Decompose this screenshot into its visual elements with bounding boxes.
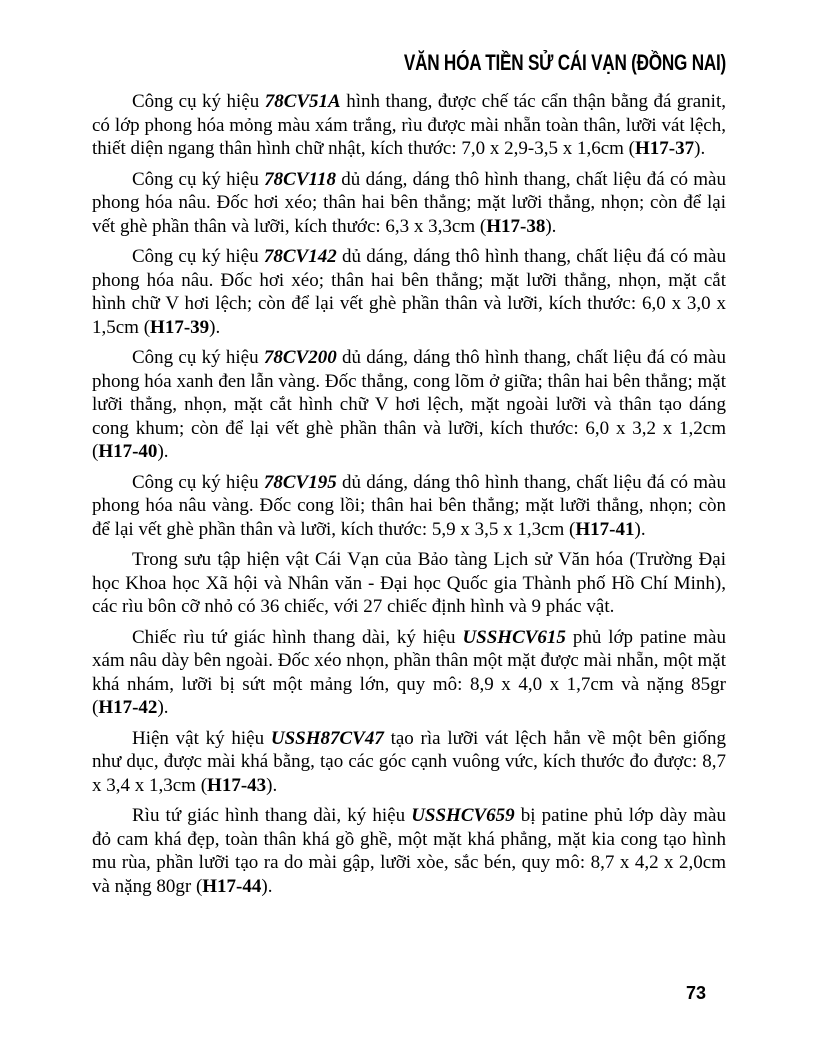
body-text: Công cụ ký hiệu xyxy=(132,471,264,493)
body-text: phủ lớp patine màu xám nâu dày bên ngoài. Đốc xéo nhọn, phần thân một mặt được mài nhẵn, một mặt khá nhám, lưỡi bị sứt một mảng lớn, quy mô: 8,9 x 4,0 x 1,7cm và nặng 85gr ( xyxy=(92,626,727,718)
body-text: tạo rìa lưỡi vát lệch hẳn về một bên giống như dục, được mài khá bằng, tạo các góc cạnh vuông vức, kích thước đo được: 8,7 x 3,4 x 1,3cm ( xyxy=(92,727,726,796)
figure-reference: H17-37 xyxy=(635,138,695,159)
paragraph xyxy=(92,346,726,464)
body-text: hình thang, được chế tác cẩn thận bằng đá granit, có lớp phong hóa mỏng màu xám trắng, rìu được mài nhẵn toàn thân, lưỡi vát lệch, thiết diện ngang thân hình chữ nhật, kích thước: 7,0 x 2,9-3,5 x 1,6cm ( xyxy=(92,91,726,159)
figure-reference: H17-42 xyxy=(98,697,158,718)
paragraph xyxy=(92,727,726,798)
body-text: ). xyxy=(634,518,646,540)
body-text: dủ dáng, dáng thô hình thang, chất liệu đá có màu phong hóa nâu. Đốc hơi xéo; thân hai bên thẳng; mặt lưỡi thẳng, nhọn, mặt cắt hình chữ V hơi lệch; còn để lại vết ghè phần thân và lưỡi, kích thước: 6,0 x 3,0 x 1,5cm ( xyxy=(92,246,726,338)
body-text: Hiện vật ký hiệu xyxy=(132,727,271,749)
page-number: 73 xyxy=(685,983,706,1003)
body-text: dủ dáng, dáng thô hình thang, chất liệu đá có màu phong hóa nâu vàng. Đốc cong lồi; thân hai bên thẳng; mặt lưỡi thẳng, nhọn; còn để lại vết ghè phần thân và lưỡi, kích thước: 5,9 x 3,5 x 1,3cm ( xyxy=(92,471,726,540)
body-text: ). xyxy=(694,138,706,159)
artifact-code: 78CV118 xyxy=(264,168,336,190)
paragraph xyxy=(92,471,726,542)
figure-reference: H17-39 xyxy=(150,316,210,338)
paragraph xyxy=(92,168,726,239)
artifact-code: 78CV200 xyxy=(263,347,337,368)
figure-reference: H17-41 xyxy=(575,518,635,540)
body-text: ). xyxy=(266,774,278,796)
body-text: bị patine phủ lớp dày màu đỏ cam khá đẹp, toàn thân khá gồ ghề, một mặt khá phẳng, mặt kia cong tạo hình mu rùa, phần lưỡi tạo ra do mài gập, lưỡi xòe, sắc bén, quy mô: 8,7 x 4,2 x 2,0cm và nặng 80gr ( xyxy=(92,805,726,897)
figure-reference: H17-38 xyxy=(486,215,546,237)
body-text: ). xyxy=(209,316,221,338)
body-text: dủ dáng, dáng thô hình thang, chất liệu đá có màu phong hóa nâu. Đốc hơi xéo; thân hai bên thẳng; mặt lưỡi thẳng, nhọn; còn để lại vết ghè phần thân và lưỡi, kích thước: 6,3 x 3,3cm ( xyxy=(92,168,726,237)
figure-reference: H17-43 xyxy=(207,774,267,796)
body-text: Công cụ ký hiệu xyxy=(132,168,265,190)
artifact-code: 78CV142 xyxy=(263,246,337,267)
artifact-code: 78CV195 xyxy=(263,471,337,493)
artifact-code: USSHCV659 xyxy=(411,805,515,826)
body-text: Rìu tứ giác hình thang dài, ký hiệu xyxy=(132,805,412,826)
figure-reference: H17-44 xyxy=(202,875,262,897)
body-text: Trong sưu tập hiện vật Cái Vạn của Bảo tàng Lịch sử Văn hóa (Trường Đại học Khoa học Xã hội và Nhân văn - Đại học Quốc gia Thành phố Hồ Chí Minh), các rìu bôn cỡ nhỏ có 36 chiếc, với 27 chiếc định hình và 9 phác vật. xyxy=(92,549,726,617)
body-text: ). xyxy=(261,875,273,897)
artifact-code: USSHCV615 xyxy=(462,626,566,648)
body-text: Công cụ ký hiệu xyxy=(132,347,264,368)
body-text: dủ dáng, dáng thô hình thang, chất liệu đá có màu phong hóa xanh đen lẫn vàng. Đốc thẳng, cong lõm ở giữa; thân hai bên thẳng; mặt lưỡi thẳng, nhọn, mặt cắt hình chữ V hơi lệch, mặt ngoài lưỡi và thân tạo dáng cong khum; còn để lại vết ghè phần thân và lưỡi, kích thước: 6,0 x 3,2 x 1,2cm ( xyxy=(92,347,726,462)
running-head-title: VĂN HÓA TIỀN SỬ CÁI VẠN (ĐỒNG NAI) xyxy=(403,50,726,75)
artifact-code: 78CV51A xyxy=(264,91,341,112)
artifact-code: USSH87CV47 xyxy=(270,727,384,749)
paragraph xyxy=(92,245,726,339)
body-text: Công cụ ký hiệu xyxy=(132,91,265,112)
body-text: ). xyxy=(157,697,169,718)
paragraph xyxy=(92,804,726,898)
body-text: Công cụ ký hiệu xyxy=(132,246,264,267)
body-text: ). xyxy=(157,441,169,462)
body-paragraphs xyxy=(92,90,726,905)
paragraph xyxy=(92,90,726,161)
figure-reference: H17-40 xyxy=(98,441,158,462)
paragraph xyxy=(92,626,726,720)
body-text: Chiếc rìu tứ giác hình thang dài, ký hiệu xyxy=(132,626,463,648)
paragraph xyxy=(92,548,726,619)
body-text: ). xyxy=(545,215,557,237)
